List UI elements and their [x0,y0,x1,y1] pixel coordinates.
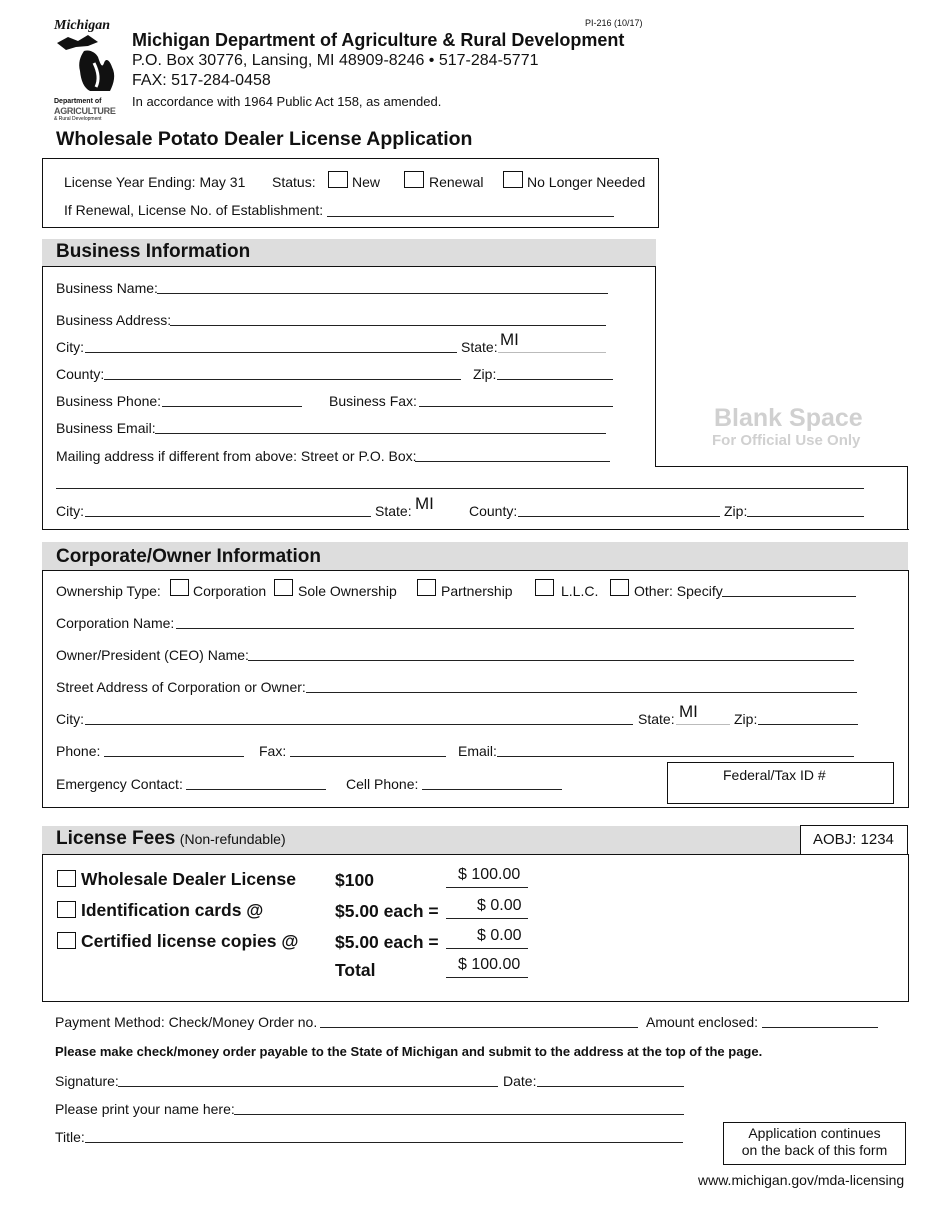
status-new-label: New [352,174,381,190]
website-link[interactable]: www.michigan.gov/mda-licensing [698,1172,905,1188]
business-city-input[interactable] [85,352,457,353]
ownership-corporation-checkbox[interactable] [170,579,189,596]
fees-heading [56,828,286,850]
ownership-type-label: Ownership Type: [56,583,161,599]
corporate-email-label: Email: [458,743,497,759]
emergency-contact-input[interactable] [186,789,326,790]
renewal-license-label: If Renewal, License No. of Establishment: [64,202,324,218]
business-heading: Business Information [56,241,251,262]
check-number-input[interactable] [320,1027,638,1028]
business-phone-input[interactable] [162,406,302,407]
corporation-name-input[interactable] [176,628,854,629]
blank-space-title: Blank Space [714,404,863,432]
ownership-sole-label: Sole Ownership [298,583,397,599]
corporate-state-label: State: [638,711,675,727]
tax-id-label: Federal/Tax ID # [723,767,826,783]
id-cards-price: $5.00 each = [335,901,439,921]
fees-total-label: Total [335,960,376,980]
business-frame-bottom [42,529,909,530]
ownership-llc-checkbox[interactable] [535,579,554,596]
mailing-address-label: Mailing address if different from above: Street or P.O. Box: [56,448,417,464]
business-city-label: City: [56,339,84,355]
business-zip-input[interactable] [497,379,613,380]
corporation-name-label: Corporation Name: [56,615,175,631]
form-code: PI-216 (10/17) [585,18,643,28]
status-renewal-checkbox[interactable] [404,171,424,188]
status-new-checkbox[interactable] [328,171,348,188]
id-cards-amount-line [446,918,528,919]
owner-name-label: Owner/President (CEO) Name: [56,647,249,663]
business-state-label: State: [461,339,498,355]
status-no-longer-needed-label: No Longer Needed [527,174,646,190]
payment-instructions: Please make check/money order payable to the State of Michigan and submit to the address at the top of the page. [55,1044,763,1059]
wholesale-license-amount-line [446,887,528,888]
business-fax-label: Business Fax: [329,393,417,409]
business-frame-top [42,266,656,267]
license-year-label: License Year Ending: May 31 [64,174,246,190]
fees-heading-title: License Fees [56,828,176,849]
payment-method-label: Payment Method: Check/Money Order no. [55,1014,318,1030]
ownership-sole-checkbox[interactable] [274,579,293,596]
id-cards-amount[interactable]: $ 0.00 [477,897,522,914]
agency-fax: FAX: 517-284-0458 [132,72,271,89]
emergency-contact-label: Emergency Contact: [56,776,183,792]
id-cards-checkbox[interactable] [57,901,76,918]
mailing-street-continuation[interactable] [56,488,864,489]
fees-total-line [446,977,528,978]
wholesale-license-amount[interactable]: $ 100.00 [458,866,521,883]
mailing-city-label: City: [56,503,84,519]
signature-label: Signature: [55,1073,119,1089]
blank-space-subtitle: For Official Use Only [712,432,861,449]
ownership-other-input[interactable] [722,596,856,597]
owner-name-input[interactable] [248,660,854,661]
business-email-label: Business Email: [56,420,156,436]
certified-copies-amount[interactable]: $ 0.00 [477,927,522,944]
certified-copies-price: $5.00 each = [335,932,439,952]
wholesale-license-label: Wholesale Dealer License [81,869,296,889]
print-name-input[interactable] [234,1114,684,1115]
business-phone-label: Business Phone: [56,393,162,409]
status-label: Status: [272,174,316,190]
corporate-zip-label: Zip: [734,711,758,727]
mailing-state-label: State: [375,503,412,519]
michigan-map-icon [54,33,120,95]
wholesale-license-price: $100 [335,870,374,890]
fees-total-amount: $ 100.00 [458,956,521,973]
cell-phone-input[interactable] [422,789,562,790]
business-address-label: Business Address: [56,312,172,328]
business-name-label: Business Name: [56,280,158,296]
mailing-zip-label: Zip: [724,503,748,519]
ownership-corporation-label: Corporation [193,583,267,599]
corporate-city-label: City: [56,711,84,727]
ownership-other-label: Other: Specify [634,583,723,599]
mailing-county-input[interactable] [518,516,720,517]
print-name-label: Please print your name here: [55,1101,235,1117]
date-label: Date: [503,1073,537,1089]
ownership-partnership-checkbox[interactable] [417,579,436,596]
corporate-zip-input[interactable] [758,724,858,725]
amount-enclosed-label: Amount enclosed: [646,1014,759,1030]
business-frame-left [42,266,43,530]
business-fax-input[interactable] [419,406,613,407]
cell-phone-label: Cell Phone: [346,776,419,792]
ownership-llc-label: L.L.C. [561,583,599,599]
amount-enclosed-input[interactable] [762,1027,878,1028]
business-county-label: County: [56,366,105,382]
fees-heading-note: (Non-refundable) [179,831,286,847]
business-state-underline [498,352,606,353]
business-frame-step [655,466,908,467]
status-no-longer-needed-checkbox[interactable] [503,171,523,188]
corporate-email-input[interactable] [497,756,854,757]
authority-note: In accordance with 1964 Public Act 158, as amended. [132,94,442,109]
mailing-state-value[interactable]: MI [415,494,434,513]
title-input[interactable] [85,1142,683,1143]
logo-dept-line3: & Rural Development [54,116,102,122]
agency-address: P.O. Box 30776, Lansing, MI 48909-8246 • 517-284-5771 [132,52,539,69]
certified-copies-label: Certified license copies @ [81,931,299,951]
date-input[interactable] [537,1086,684,1087]
wholesale-license-checkbox[interactable] [57,870,76,887]
corporate-fax-label: Fax: [259,743,287,759]
status-renewal-label: Renewal [429,174,484,190]
business-address-input[interactable] [170,325,606,326]
corporate-street-input[interactable] [306,692,857,693]
agency-name: Michigan Department of Agriculture & Rural Development [132,30,625,50]
corporate-state-value[interactable]: MI [679,702,698,721]
corporate-city-input[interactable] [85,724,633,725]
continues-line2: on the back of this form [741,1142,888,1158]
corporate-state-underline [676,724,730,725]
mailing-street-input[interactable] [415,461,610,462]
aobj-label: AOBJ: 1234 [813,831,894,848]
id-cards-label: Identification cards @ [81,900,264,920]
signature-input[interactable] [118,1086,498,1087]
mailing-zip-input[interactable] [747,516,864,517]
corporate-street-label: Street Address of Corporation or Owner: [56,679,306,695]
business-frame-right [907,466,908,530]
mdard-logo [52,18,122,122]
logo-dept-line2: AGRICULTURE [54,106,116,116]
business-zip-label: Zip: [473,366,497,382]
logo-dept-line1: Department of [54,98,102,105]
business-email-input[interactable] [155,433,606,434]
certified-copies-amount-line [446,948,528,949]
ownership-partnership-label: Partnership [441,583,513,599]
business-county-input[interactable] [104,379,461,380]
corporate-phone-label: Phone: [56,743,101,759]
ownership-other-checkbox[interactable] [610,579,629,596]
title-label: Title: [55,1129,85,1145]
logo-state-text: Michigan [54,18,111,33]
corporate-phone-input[interactable] [104,756,244,757]
mailing-county-label: County: [469,503,518,519]
business-frame-mid-right [655,266,656,467]
form-title: Wholesale Potato Dealer License Application [56,128,473,150]
business-state-value[interactable]: MI [500,330,519,349]
corporate-fax-input[interactable] [290,756,446,757]
certified-copies-checkbox[interactable] [57,932,76,949]
renewal-license-input[interactable] [327,216,614,217]
continues-line1: Application continues [748,1125,881,1141]
mailing-city-input[interactable] [85,516,371,517]
business-name-input[interactable] [157,293,608,294]
corporate-heading: Corporate/Owner Information [56,546,321,567]
